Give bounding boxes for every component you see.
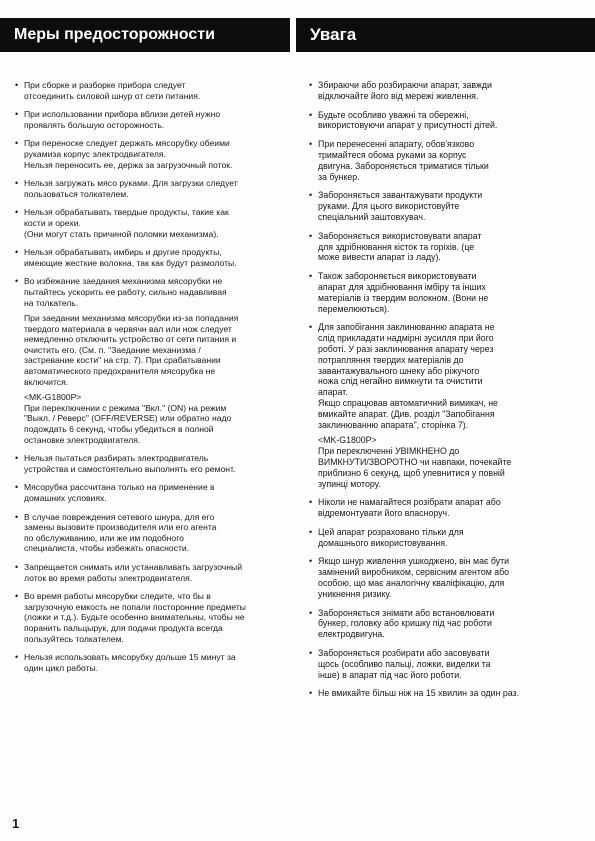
precaution-text: • Нельзя обрабатывать имбирь и другие продукты, имеющие жесткие волокна, так как будут размолоты. bbox=[24, 247, 237, 268]
precaution-text: • Ніколи не намагайтеся розібрати апарат або відремонтувати його власноруч. bbox=[318, 497, 501, 519]
precaution-item bbox=[308, 556, 578, 599]
precaution-text: • Забороняється розбирати або засовувати щось (особливо пальці, ложки, виделки та інше) в апарат під час його роботи. bbox=[318, 648, 491, 680]
precaution-item bbox=[308, 527, 578, 549]
precaution-subtext: При заедании механизма мясорубки из-за попадания твердого материала в червячн вал или нож следует немедленно отключить устройство от сети питания и очистить его. (См. п. "Заедание механизма / застревание кости" на стр. 7). При срабатывании автоматического предохранителя мясорубка не включится. bbox=[24, 313, 239, 387]
precaution-text: • При перенесенні апарату, обов'язково тримайтеся обома руками за корпус двигуна. Забороняється триматися тільки за бункер. bbox=[318, 139, 489, 182]
precaution-item bbox=[308, 110, 578, 132]
model-note: <MK-G1800P> При переключенні УВІМКНЕНО до ВИМКНУТИ/ЗВОРОТНО чи навпаки, почекайте приблизно 6 секунд, щоб упевнитися у повній зупинці мотору. bbox=[318, 435, 512, 489]
precaution-text: • Нельзя обрабатывать твердые продукты, такие как кости и орехи. (Они могут стать причиной поломки механизма). bbox=[24, 207, 229, 239]
header-precautions-ua: Увага bbox=[296, 18, 595, 52]
precaution-text: • Якщо шнур живлення ушкоджено, він має бути замінений виробником, сервісним агентом або особою, що має аналогічну кваліфікацію, для уникнення ризику. bbox=[318, 556, 510, 599]
precaution-text: • Будьте особливо уважні та обережні, використовуючи апарат у присутності дітей. bbox=[318, 109, 498, 131]
precaution-item bbox=[14, 512, 286, 554]
precautions-column-ua bbox=[308, 80, 578, 801]
precaution-text: • Во избежание заедания механизма мясорубки не пытайтесь ускорить ее работу, сильно надавливая на толкатель. bbox=[24, 276, 227, 308]
precaution-item bbox=[14, 207, 286, 239]
precaution-text: • При сборке и разборке прибора следует отсоединить силовой шнур от сети питания. bbox=[24, 80, 201, 101]
precaution-item bbox=[14, 178, 286, 199]
precaution-text: • В случае повреждения сетевого шнура, для его замены вызовите производителя или его агента по обслуживанию, или же им подобного специалиста, чтобы избежать опасности. bbox=[24, 511, 217, 554]
precaution-item bbox=[14, 276, 286, 445]
precaution-item bbox=[308, 688, 578, 699]
precaution-text: • Не вмикайте більш ніж на 15 хвилин за один раз. bbox=[318, 688, 520, 699]
precaution-item bbox=[308, 190, 578, 222]
precaution-text: • Во время работы мясорубки следите, что бы в загрузочную емкость не попали посторонние предметы (ложки и т.д.). Будьте особенно внимательны, чтобы не поранить пальцырук, для подачи продукта всегда пользуйтесь толкателем. bbox=[24, 591, 246, 644]
precaution-text: • Нельзя загружать мясо руками. Для загрузки следует пользоваться толкателем. bbox=[24, 178, 238, 199]
precaution-item bbox=[14, 482, 286, 503]
precaution-text: • Також забороняється використовувати апарат для здрібнювання імбіру та інших матеріалів із твердим волокном. (Вони не перемелюються). bbox=[318, 271, 489, 314]
precaution-text: • Для запобігання заклинюванню апарата не слід прикладати надмірні зусилля при його роботі. У разі заклинювання апарату через потрапляння твердих матеріалів до завантажувального шнеку або ріжучого ножа слід негайно вимкнути та очистити апарат. Якщо спрацював автоматичний вимикач, не вмикайте апарат. (Див. розділ "Запобігання заклинюванню апарата", сторінка 7). bbox=[318, 322, 498, 430]
precautions-list-ru bbox=[14, 80, 286, 673]
precaution-item bbox=[14, 138, 286, 170]
precaution-item bbox=[14, 109, 286, 130]
precaution-item bbox=[14, 247, 286, 268]
precaution-item bbox=[14, 562, 286, 583]
precaution-item bbox=[308, 80, 578, 102]
precaution-item bbox=[308, 322, 578, 489]
precaution-text: • Збираючи або розбираючи апарат, завжди відключайте його від мережі живлення. bbox=[318, 80, 492, 101]
precaution-item bbox=[308, 139, 578, 182]
precaution-text: • При переноске следует держать мясорубку обеими рукамиза корпус электродвигателя. Нельзя переносить ее, держа за загрузочный поток. bbox=[24, 138, 233, 170]
precaution-text: • Мясорубка рассчитана только на применение в домашних условиях. bbox=[24, 482, 215, 503]
precaution-text: • Нельзя использовать мясорубку дольше 15 минут за один цикл работы. bbox=[24, 652, 236, 673]
precaution-item bbox=[14, 591, 286, 644]
precaution-item bbox=[308, 608, 578, 640]
precaution-item bbox=[14, 80, 286, 101]
precaution-item bbox=[14, 652, 286, 673]
precaution-item bbox=[308, 648, 578, 680]
precaution-item bbox=[308, 271, 578, 314]
precaution-item bbox=[14, 453, 286, 474]
precaution-text: • Запрещается снимать или устанавливать загрузочный лоток во время работы электродвигателя. bbox=[24, 561, 243, 583]
precautions-list-ua bbox=[308, 80, 578, 699]
precaution-text: • Забороняється завантажувати продукти руками. Для цього використовуйте спеціальний заштовхувач. bbox=[318, 190, 483, 222]
precaution-text: • Забороняється знімати або встановлювати бункер, головку або кришку під час роботи електродвигуна. bbox=[318, 607, 495, 640]
precautions-column-ru bbox=[14, 80, 286, 801]
precaution-item bbox=[308, 231, 578, 263]
precaution-item bbox=[308, 497, 578, 519]
precaution-text: • Нельзя пытаться разбирать электродвигатель устройства и самостоятельно выполнять его ремонт. bbox=[24, 453, 236, 474]
page-number: 1 bbox=[12, 816, 20, 831]
model-note: <MK-G1800P> При переключении с режима "Вкл." (ON) на режим "Выкл. / Реверс" (OFF/REVERSE) или обратно надо подождать 6 секунд, чтобы убедиться в полной остановке электродвигателя. bbox=[24, 392, 232, 445]
precaution-text: • При использовании прибора вблизи детей нужно проявлять большую осторожность. bbox=[24, 109, 221, 130]
precaution-text: • Цей апарат розраховано тільки для домашнього використовування. bbox=[318, 526, 464, 548]
header-precautions-ru: Меры предосторожности bbox=[0, 18, 290, 52]
precaution-text: • Забороняється використовувати апарат для здрібнювання кісток та горіхів. (це може вивести апарат із ладу). bbox=[318, 230, 482, 263]
